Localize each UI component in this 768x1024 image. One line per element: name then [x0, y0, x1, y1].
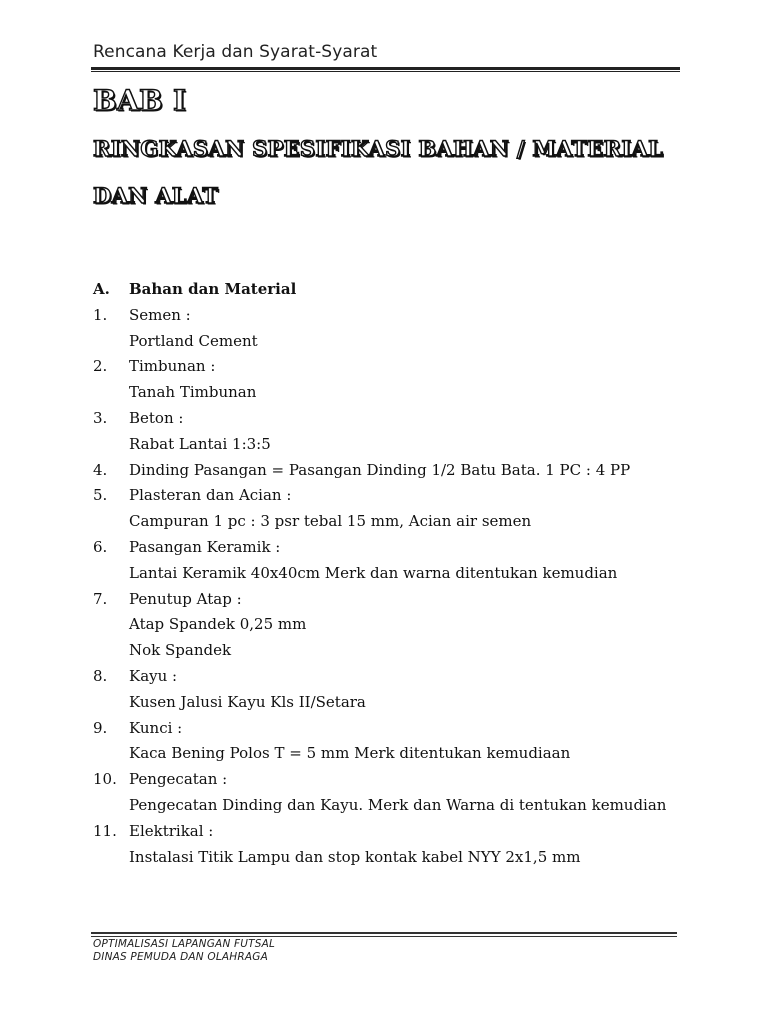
list-item [93, 535, 693, 561]
detail-indent [93, 612, 129, 638]
list-item [93, 483, 693, 509]
page-header-title: Rencana Kerja dan Syarat-Syarat [93, 42, 378, 62]
list-item-detail: Kusen Jalusi Kayu Kls II/Setara [129, 692, 366, 711]
list-item-detail: Pengecatan Dinding dan Kayu. Merk dan Warna di tentukan kemudian [129, 795, 667, 814]
list-item-label: Pasangan Keramik : [129, 537, 281, 556]
list-item-detail-row [93, 793, 693, 819]
list-item-detail-row [93, 690, 693, 716]
section-heading [93, 277, 693, 303]
list-item-detail: Nok Spandek [129, 641, 232, 660]
footer-rule-thick [91, 932, 677, 934]
detail-indent [93, 793, 129, 819]
detail-indent [93, 432, 129, 458]
list-item-label: Semen : [129, 305, 191, 324]
list-item-number: 10. [93, 770, 117, 789]
list-item-number: 3. [93, 408, 108, 427]
detail-indent [93, 690, 129, 716]
list-item-detail: Instalasi Titik Lampu dan stop kontak kabel NYY 2x1,5 mm [129, 847, 581, 866]
list-item-number: 4. [93, 460, 108, 479]
list-item-detail: Portland Cement [129, 331, 258, 350]
section-title: Bahan dan Material [129, 280, 297, 298]
detail-indent [93, 638, 129, 664]
list-item-label: Timbunan : [129, 357, 216, 376]
footer-line-1: OPTIMALISASI LAPANGAN FUTSAL [93, 938, 276, 950]
list-item-detail-row [93, 741, 693, 767]
list-item-detail: Kaca Bening Polos T = 5 mm Merk ditentukan kemudiaan [129, 744, 571, 763]
list-item-number: 1. [93, 305, 108, 324]
footer-rule-thin [91, 936, 677, 937]
header-rule-thin [91, 71, 680, 72]
list-item-detail-row [93, 329, 693, 355]
chapter-title-line-1: RINGKASAN SPESIFIKASI BAHAN / MATERIAL [93, 136, 664, 161]
header-rule-thick [91, 67, 680, 70]
list-item [93, 354, 693, 380]
list-item [93, 664, 693, 690]
section-marker: A. [93, 280, 110, 298]
detail-indent [93, 380, 129, 406]
list-item-label: Elektrikal : [129, 821, 214, 840]
list-item-detail: Tanah Timbunan [129, 383, 257, 402]
list-item [93, 587, 693, 613]
list-item-detail: Lantai Keramik 40x40cm Merk dan warna ditentukan kemudian [129, 563, 618, 582]
list-item-detail-row [93, 638, 693, 664]
list-item-detail: Campuran 1 pc : 3 psr tebal 15 mm, Acian air semen [129, 512, 532, 531]
chapter-heading: BAB I [93, 84, 187, 117]
list-item-label: Plasteran dan Acian : [129, 486, 292, 505]
list-item [93, 819, 693, 845]
list-item-detail: Rabat Lantai 1:3:5 [129, 434, 271, 453]
list-item-label: Pengecatan : [129, 770, 228, 789]
list-item-number: 6. [93, 537, 108, 556]
list-item-number: 8. [93, 666, 108, 685]
list-item-detail: Atap Spandek 0,25 mm [129, 615, 307, 634]
list-item [93, 716, 693, 742]
list-item-number: 9. [93, 718, 108, 737]
list-item-detail-row [93, 612, 693, 638]
list-item-label: Beton : [129, 408, 184, 427]
list-item-number: 2. [93, 357, 108, 376]
list-item [93, 303, 693, 329]
list-item-detail-row [93, 509, 693, 535]
detail-indent [93, 741, 129, 767]
list-item-detail-row [93, 380, 693, 406]
list-item-detail-row [93, 561, 693, 587]
list-item-label: Kunci : [129, 718, 183, 737]
detail-indent [93, 509, 129, 535]
detail-indent [93, 845, 129, 871]
list-item-label: Penutup Atap : [129, 589, 242, 608]
list-item-number: 7. [93, 589, 108, 608]
footer-line-2: DINAS PEMUDA DAN OLAHRAGA [93, 951, 268, 963]
list-item [93, 406, 693, 432]
chapter-title-line-2: DAN ALAT [93, 183, 219, 208]
material-list [93, 277, 693, 870]
list-item-label: Dinding Pasangan = Pasangan Dinding 1/2 Batu Bata. 1 PC : 4 PP [129, 460, 631, 479]
list-item-label: Kayu : [129, 666, 178, 685]
detail-indent [93, 561, 129, 587]
list-item [93, 458, 693, 484]
list-item-number: 5. [93, 486, 108, 505]
list-item-detail-row [93, 845, 693, 871]
list-item [93, 767, 693, 793]
list-item-detail-row [93, 432, 693, 458]
list-item-number: 11. [93, 821, 117, 840]
detail-indent [93, 329, 129, 355]
